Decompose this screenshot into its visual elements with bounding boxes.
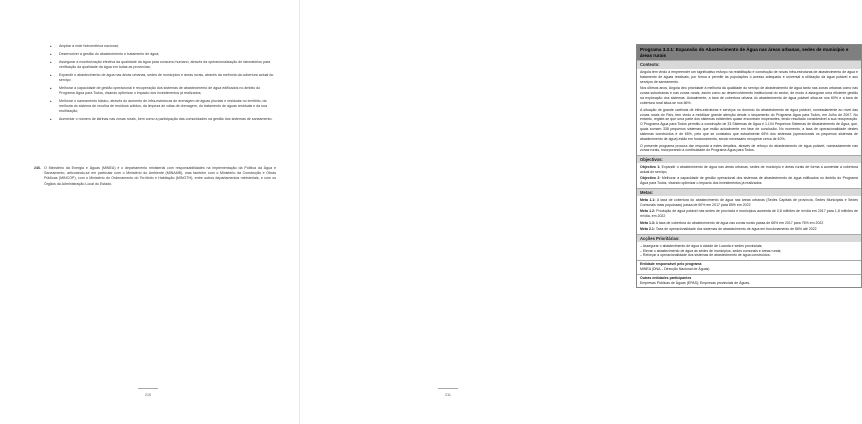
objective-item [640, 176, 858, 186]
objective-label: Objectivo 1: [640, 164, 661, 169]
action-item: – Assegurar o abastecimento de água à cidade de Luanda e sedes provinciais; [640, 243, 763, 248]
programme-table [636, 44, 862, 288]
actions-heading: Acções Prioritárias: [637, 235, 861, 243]
page-number-left [128, 388, 168, 397]
context-paragraph: Nos últimos anos, Angola deu prioridade à melhoria da qualidade do serviço de abastecimento de água tanto nas zonas urbanas como nas zonas suburbanas e nas zonas rurais, assim como ao desenvolvimento institucional do sector, de modo a assegurar uma eficiente gestão na exploração dos sistemas. Actualmente, a taxa de cobertura urbana do abastecimento de água potável situa-se nos 60% e a taxa de cobertura rural situa-se nos 66%. [640, 86, 858, 106]
goals-section [637, 189, 861, 235]
actions-section [637, 235, 861, 261]
list-item: • Desenvolver a gestão do abastecimento e tratamento de água; [50, 52, 276, 57]
context-paragraph: O presente programa procura dar resposta a estes desafios, através de reforço do abastecimento de água potável, nomeadamente nas zonas rurais, incorporando a continuidade do Programa Água para Todos. [640, 143, 858, 153]
goals-body [637, 196, 861, 233]
participants-heading: Outras entidades participantes [640, 276, 692, 281]
responsible-value: MINEA (DNA – Direcção Nacional de Águas) [640, 267, 710, 272]
list-item: • Melhorar o saneamento básico, através do aumento de infra-estruturas de drenagem de águas pluviais e residuais no territótio, da melhoria do sistema de recolha de resíduos sólidos, da limpeza de valas de drenagem, do tratamento de águas residuais e da sua reutilização; [50, 99, 276, 115]
programme-header [637, 45, 861, 61]
goal-label: Meta 1.1: [640, 197, 656, 202]
goal-text: Taxa de operacionalidade dos sistemas de abastecimento de água em funcionamento de 86% até 2022 [655, 227, 817, 232]
right-page [300, 0, 859, 424]
action-item: – Elevar o abastecimento de água às sedes de municípios, sedes comunais e áreas rurais; [640, 248, 782, 253]
responsible-section [637, 261, 861, 275]
responsible-body [637, 261, 861, 274]
list-item: • Ampliar a rede hidrométrica nacional; [50, 44, 276, 49]
paragraph-number: 246. [34, 166, 41, 170]
goal-item [640, 227, 858, 232]
objectives-section [637, 156, 861, 189]
goal-text: A taxa de cobertura do abastecimento de água nas zonas rurais passa de 66% em 2017 para 76% em 2022 [655, 220, 824, 225]
goal-label: Meta 1.3: [640, 220, 655, 225]
left-page [0, 0, 300, 424]
programme-title: Programa 3.3.1: Expansão do Abastecimento de Água nas áreas urbanas, sedes de município e áreas rurais [637, 45, 861, 60]
objective-label: Objectivo 2: [640, 176, 661, 181]
goals-heading: Metas: [637, 189, 861, 197]
context-section [637, 61, 861, 156]
objective-text: Melhorar a capacidade de gestão operacional dos sistemas de abastecimento de água edificados no âmbito do Programa Água para Todos, visando optimizar o impacto dos investimentos já realizados. [640, 176, 858, 186]
numbered-paragraph [34, 166, 276, 187]
bullet-list [50, 44, 276, 125]
goal-label: Meta 2.1: [640, 227, 655, 232]
list-item: • Aumentar o número de latrinas nas zonas rurais, bem como a participação das comunidades na gestão dos sistemas de saneamento. [50, 117, 276, 122]
page-number-right [428, 388, 468, 397]
goal-item [640, 221, 858, 226]
goal-item [640, 209, 858, 219]
objective-text: Expandir o abastecimento de água nas áreas urbanas, sedes de município e áreas rurais de forma a aumentar a cobertura actual do serviço; [640, 164, 858, 174]
goal-text: A taxa de cobertura do abastecimento de água nas áreas urbanas (Sedes Capitais de província, Sedes Municipais e Sedes Comunais mais populosas) passa de 60% em 2017 para 85% em 2022 [640, 197, 859, 207]
page-number-text: 211 [445, 393, 451, 397]
actions-body [637, 242, 861, 260]
responsible-heading: Entidade responsável pelo programa [640, 262, 702, 267]
goal-item [640, 198, 858, 208]
divider [138, 388, 158, 389]
list-item: • Assegurar a monitorização efectiva da qualidade da água para consumo humano, através da operacionalização de laboratórios para verificação da qualidade da água em todas as províncias; [50, 60, 276, 70]
list-item: • Expandir o abastecimento de água nas áreas urbanas, sedes de municípios e áreas rurais, através da melhoria da cobertura actual do serviço; [50, 73, 276, 83]
list-item: • Melhorar a capacidade de gestão operacional e recuperação dos sistemas de abastecimento de água edificados no âmbito do Programa Água para Todos, visando optimizar o impacto dos investimentos já realizados; [50, 86, 276, 96]
goal-text: Produção de água potável nas sedes de província e municípios aumenta de 0,8 milhões de m³/dia em 2017 para 1,8 milhões de m³/dia, em 2022 [640, 209, 858, 219]
paragraph-text: O Ministério da Energia e Águas (MINEA) é o departamento ministerial com responsabilidades na implementação da Política da Água e Saneamento, articulando-se em particular com o Ministério do Ambiente (MINAMB), mas também com o Ministério da Construção e Obras Públicas (MINCOP), com o Ministério do Ordenamento do Território e Habitação (MINOTH), entre outros departamentos ministeriais, e com os Órgãos da Administração Local do Estado. [44, 166, 276, 186]
participants-body [637, 275, 861, 288]
objective-item [640, 165, 858, 175]
action-item: – Reforçar a operacionalidade dos sistemas de abastecimento de água construídos. [640, 253, 771, 258]
context-body [637, 69, 861, 155]
context-paragraph: Angola tem vindo a empreender um significativo esforço na reabilitação e construção de novas infra-estruturas de abastecimento de água e tratamento de águas residuais, por forma a permitir às populações o acesso adequado e universal à utilização da água potável e aos serviços de saneamento. [640, 70, 858, 84]
divider [438, 388, 458, 389]
participants-section [637, 275, 861, 288]
participants-value: Empresas Públicas de Águas (EPAS); Empresas provinciais de Águas. [640, 281, 751, 286]
objectives-heading: Objectivos: [637, 156, 861, 164]
objectives-body [637, 163, 861, 187]
context-heading: Contexto: [637, 61, 861, 69]
context-paragraph: A situação de grande carência de infra-estruturas e serviços no domínio do abastecimento de água potável, nomeadamente ao nível das zonas rurais do País, tem vindo a mobilizar grande atenção desde o lançamento do Programa Água para Todos, em Julho de 2007. No entanto, registe-se que uma parte dos sistemas existentes quase encontram inoperantes, tendo resultado considerável a sua recuperação. O Programa Água para Todos permitiu a construção de 33 Sistemas de Água e 1.104 Pequenos Sistemas de Abastecimento de Água, que, quais somam 338 pequenos sistemas que estão actualmente em fase de conclusão. No momento, a taxa de operacionalidade destes sistemas construídos é de 65%, pelo que se constatou que actualmente 65% dos sistemas (operacionais os pequenos sistemas de abastecimento de água) estão em funcionamento, sendo necessário recuperar cerca de 40%. [640, 107, 858, 142]
page-number-text: 210 [145, 393, 151, 397]
goal-label: Meta 1.2: [640, 209, 656, 214]
